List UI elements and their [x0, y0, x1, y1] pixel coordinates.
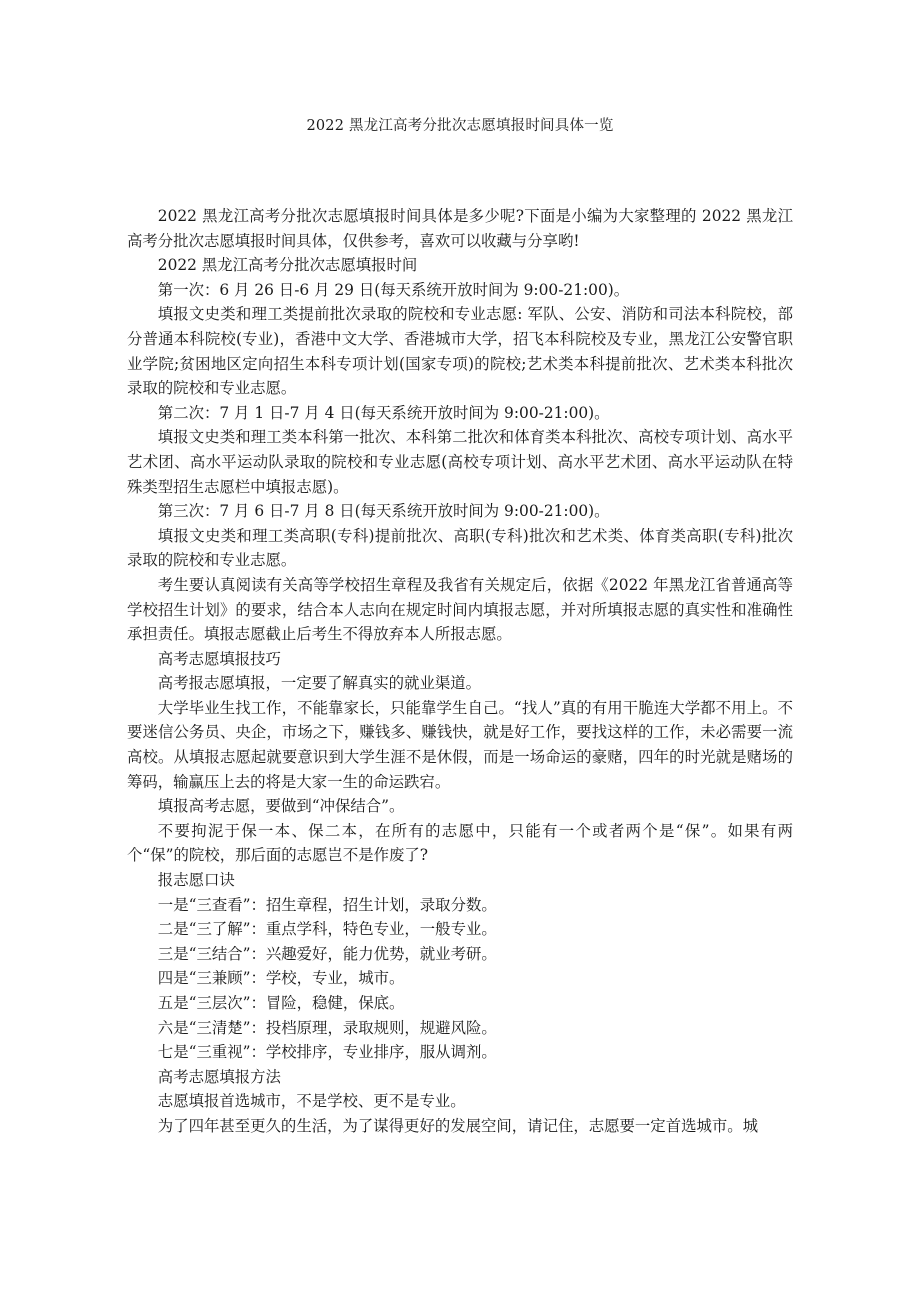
paragraph: 填报文史类和理工类高职(专科)提前批次、高职(专科)批次和艺术类、体育类高职(专科)批次录取的院校和专业志愿。	[127, 526, 793, 570]
paragraph: 第一次：6 月 26 日-6 月 29 日(每天系统开放时间为 9:00-21:00)。	[157, 280, 630, 299]
list-item: 六是“三清楚”：投档原理，录取规则，规避风险。	[157, 1018, 497, 1037]
list-item: 三是“三结合”：兴趣爱好，能力优势，就业考研。	[157, 944, 497, 963]
paragraph: 为了四年甚至更久的生活，为了谋得更好的发展空间，请记住，志愿要一定首选城市。城	[157, 1116, 759, 1135]
list-item: 一是“三查看”：招生章程，招生计划，录取分数。	[157, 895, 497, 914]
paragraph: 大学毕业生找工作，不能靠家长，只能靠学生自己。“找人”真的有用干脆连大学都不用上。不要迷信公务员、央企，市场之下，赚钱多、赚钱快，就是好工作，要找这样的工作，未必需要一流高校。从填报志愿起就要意识到大学生涯不是休假，而是一场命运的豪赌，四年的时光就是赌场的筹码，输赢压上去的将是大家一生的命运跌宕。	[127, 698, 793, 791]
paragraph: 2022 黑龙江高考分批次志愿填报时间具体是多少呢?下面是小编为大家整理的 2022 黑龙江高考分批次志愿填报时间具体，仅供参考，喜欢可以收藏与分享哟!	[127, 207, 793, 250]
paragraph: 考生要认真阅读有关高等学校招生章程及我省有关规定后，依据《2022 年黑龙江省普通高等学校招生计划》的要求，结合本人志向在规定时间内填报志愿，并对所填报志愿的真实性和准确性承担责任。填报志愿截止后考生不得放弃本人所报志愿。	[127, 575, 793, 644]
list-item: 五是“三层次”：冒险，稳健，保底。	[157, 994, 405, 1012]
paragraph: 高考报志愿填报，一定要了解真实的就业渠道。	[157, 674, 482, 693]
paragraph: 第三次：7 月 6 日-7 月 8 日(每天系统开放时间为 9:00-21:00)。	[157, 502, 610, 521]
section-heading: 高考志愿填报技巧	[157, 649, 281, 668]
paragraph: 填报文史类和理工类提前批次录取的院校和专业志愿: 军队、公安、消防和司法本科院校，部分普通本科院校(专业)，香港中文大学、香港城市大学，招飞本科院校及专业，黑龙江公安警官职业学院;贫困地区定向招生本科专项计划(国家专项)的院校;艺术类本科提前批次、艺术类本科批次录取的院校和专业志愿。	[127, 305, 793, 398]
list-item: 二是“三了解”：重点学科，特色专业，一般专业。	[157, 920, 497, 939]
paragraph: 志愿填报首选城市，不是学校、更不是专业。	[157, 1092, 466, 1111]
section-heading: 2022 黑龙江高考分批次志愿填报时间	[157, 256, 418, 275]
list-item: 七是“三重视”：学校排序，专业排序，服从调剂。	[157, 1043, 497, 1062]
paragraph: 不要拘泥于保一本、保二本，在所有的志愿中，只能有一个或者两个是“保”。如果有两个“保”的院校，那后面的志愿岂不是作废了?	[127, 821, 793, 865]
paragraph: 填报高考志愿，要做到“冲保结合”。	[157, 797, 405, 816]
document-title: 2022 黑龙江高考分批次志愿填报时间具体一览	[306, 118, 614, 134]
section-heading: 高考志愿填报方法	[157, 1067, 281, 1086]
paragraph: 第二次：7 月 1 日-7 月 4 日(每天系统开放时间为 9:00-21:00)。	[157, 403, 610, 422]
list-item: 四是“三兼顾”：学校，专业，城市。	[157, 969, 405, 988]
document-body	[127, 204, 793, 1139]
section-heading: 报志愿口诀	[157, 871, 235, 890]
paragraph: 填报文史类和理工类本科第一批次、本科第二批次和体育类本科批次、高校专项计划、高水平艺术团、高水平运动队录取的院校和专业志愿(高校专项计划、高水平艺术团、高水平运动队在特殊类型招生志愿栏中填报志愿)。	[127, 428, 793, 496]
